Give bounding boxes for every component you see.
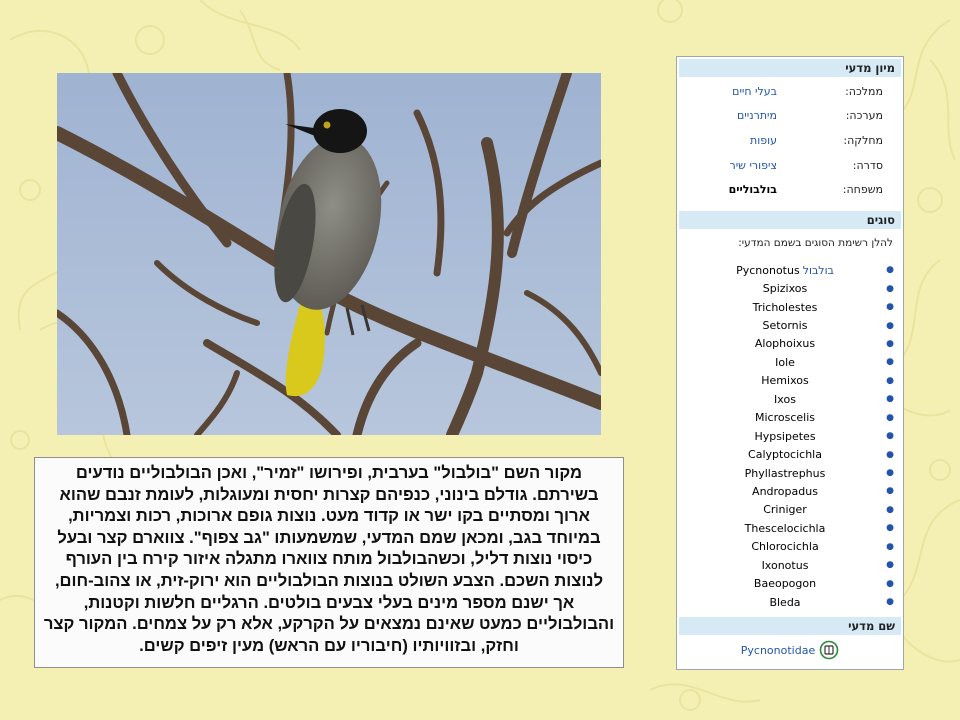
bullet-icon: ● (886, 320, 894, 331)
bullet-icon: ● (886, 302, 894, 313)
genus-item (679, 445, 901, 463)
genus-latin-name: Andropadus (752, 484, 818, 498)
genus-latin-name: Hemixos (761, 374, 809, 388)
genus-name (679, 356, 879, 369)
genus-latin-name: Tricholestes (752, 300, 818, 314)
genus-latin-name: Thescelocichla (744, 521, 826, 535)
rank-label: משפחה: (842, 183, 883, 197)
genus-latin-name: Chlorocichla (751, 540, 819, 554)
genus-item (679, 335, 901, 353)
genus-name (679, 337, 879, 350)
genus-name (679, 448, 879, 461)
genus-item (679, 501, 901, 519)
genus-name (679, 522, 879, 535)
bullet-icon: ● (886, 541, 894, 552)
genus-name (679, 485, 879, 498)
rank-row-phylum (679, 104, 901, 129)
genus-item (679, 316, 901, 334)
bullet-icon: ● (886, 449, 894, 460)
genus-item (679, 538, 901, 556)
rank-link-phylum[interactable]: מיתרניים (737, 109, 777, 123)
genus-item (679, 353, 901, 371)
book-search-icon[interactable] (819, 640, 839, 660)
genus-item (679, 390, 901, 408)
genus-item (679, 279, 901, 297)
genus-latin-name: Ixos (774, 392, 796, 406)
bullet-icon: ● (886, 375, 894, 386)
genus-latin-name: Calyptocichla (748, 448, 822, 462)
bird-photo (57, 73, 601, 435)
genus-item (679, 482, 901, 500)
genus-item (679, 593, 901, 611)
genus-name (679, 540, 879, 553)
rank-label: מערכה: (845, 109, 883, 123)
bullet-icon: ● (886, 504, 894, 515)
genus-latin-name: Phyllastrephus (744, 466, 826, 480)
genus-name (679, 559, 879, 572)
rank-row-class (679, 128, 901, 153)
genus-name (679, 503, 879, 516)
genus-latin-name: Iole (775, 355, 795, 369)
genus-item (679, 574, 901, 592)
genus-item (679, 427, 901, 445)
bullet-icon: ● (886, 578, 894, 589)
bullet-icon: ● (886, 597, 894, 608)
genus-name (679, 411, 879, 424)
bullet-icon: ● (886, 486, 894, 497)
genus-name (679, 596, 879, 609)
rank-link-class[interactable]: עופות (750, 133, 777, 147)
genus-name (679, 282, 879, 295)
bullet-icon: ● (886, 523, 894, 534)
bullet-icon: ● (886, 560, 894, 571)
genus-item (679, 464, 901, 482)
bullet-icon: ● (886, 357, 894, 368)
bullet-icon: ● (886, 338, 894, 349)
genus-item (679, 556, 901, 574)
taxonomy-header: מיון מדעי (679, 59, 901, 77)
genus-hebrew-link[interactable]: בולבול (802, 263, 834, 277)
bullet-icon: ● (886, 283, 894, 294)
genus-item (679, 372, 901, 390)
genus-name (679, 430, 879, 443)
genera-intro: להלן רשימת הסוגים בשמם המדעי: (738, 236, 893, 249)
genus-latin-name: Pycnonotus (736, 263, 800, 277)
rank-label: סדרה: (852, 158, 883, 172)
genera-list (679, 261, 901, 611)
rank-row-order (679, 153, 901, 178)
genus-name (679, 374, 879, 387)
rank-value-family: בולבוליים (728, 183, 777, 197)
genus-name (679, 264, 879, 277)
genus-item (679, 261, 901, 279)
genus-latin-name: Bleda (769, 595, 801, 609)
taxonomy-infobox (676, 56, 904, 670)
bullet-icon: ● (886, 412, 894, 423)
genus-latin-name: Alophoixus (754, 337, 816, 351)
genus-latin-name: Baeopogon (753, 577, 817, 591)
genera-header: סוגים (679, 211, 901, 229)
genus-latin-name: Microscelis (755, 411, 815, 425)
bullet-icon: ● (886, 394, 894, 405)
scientific-name-header: שם מדעי (679, 617, 901, 635)
genus-name (679, 467, 879, 480)
rank-label: מחלקה: (843, 133, 883, 147)
genus-latin-name: Setornis (762, 319, 808, 332)
rank-link-order[interactable]: ציפורי שיר (729, 158, 777, 172)
genus-item (679, 298, 901, 316)
rank-label: ממלכה: (845, 84, 883, 98)
scientific-name-link[interactable]: Pycnonotidae (740, 643, 816, 657)
genus-name (679, 577, 879, 590)
genus-latin-name: Hypsipetes (754, 429, 816, 443)
bullet-icon: ● (886, 265, 894, 276)
bullet-icon: ● (886, 468, 894, 478)
genus-name (679, 301, 879, 314)
genus-item (679, 408, 901, 426)
genus-name (679, 319, 879, 332)
genus-item (679, 519, 901, 537)
genus-latin-name: Ixonotus (761, 558, 809, 572)
taxonomy-rank-list (679, 77, 901, 202)
genus-name (679, 393, 879, 406)
scientific-name-row (679, 637, 901, 663)
rank-row-kingdom (679, 79, 901, 104)
bullet-icon: ● (886, 431, 894, 442)
rank-row-family (679, 177, 901, 202)
genus-latin-name: Spizixos (762, 282, 808, 296)
description-text: מקור השם "בולבול" בערבית, ופירושו "זמיר", ואכן הבולבוליים נודעים בשירתם. גודלם בינוני, כנפיהם קצרות יחסית ומעוגלות, לעומת זנבם שהוא ארוך ומסתיים בקו ישר או קדוד מעט. נוצות גופם ארוכות, רכות וצמריות, במיוחד בגב, ומכאן שמם המדעי, שמשמעותו "גב צפוף". צווארם קצר ובעל כיסוי נוצות דליל, וכשהבולבול מותח צווארו מתגלה איזור קירח בין העורף לנוצות השכם. הצבע השולט בנוצות הבולבוליים הוא ירוק-זית, או צהוב-חום, אך ישנם מספר מינים בעלי צבעים בולטים. הרגליים חלשות וקטנות, והבולבוליים כמעט שאינם נמצאים על הקרקע, אלא רק על צמחים. המקור קצר וחזק, ובזוויותיו (חיבוריו עם הראש) מעין זיפים קשים. (34, 457, 624, 668)
genus-latin-name: Criniger (763, 503, 807, 517)
rank-link-kingdom[interactable]: בעלי חיים (732, 84, 777, 98)
